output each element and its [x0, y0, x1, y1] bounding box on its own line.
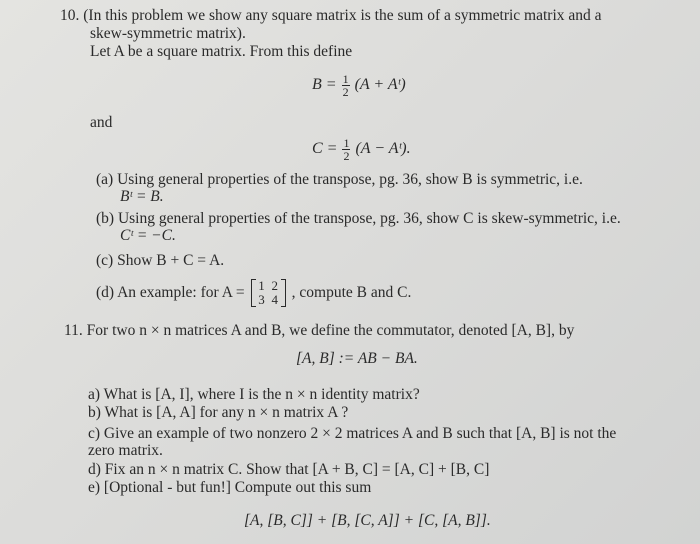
problem-11-part-c-line1: c) Give an example of two nonzero 2 × 2 matrices A and B such that [A, B] is not the — [88, 425, 617, 442]
example-matrix-A — [251, 279, 286, 307]
problem-10-part-b-line2: Cᵗ = −C. — [120, 227, 176, 244]
and-word: and — [90, 114, 113, 131]
equation-C-numerator: 1 — [343, 135, 350, 150]
equation-B-denominator: 2 — [342, 84, 349, 99]
problem-11-part-b: b) What is [A, A] for any n × n matrix A ? — [88, 404, 349, 421]
equation-B-numerator: 1 — [342, 71, 349, 86]
problem-10-part-d — [96, 276, 411, 310]
equation-C-denominator: 2 — [343, 148, 350, 163]
problem-10-intro-text: (In this problem we show any square matrix is the sum of a symmetric matrix and a — [83, 7, 602, 24]
equation-C-rhs: (A − Aᵗ). — [355, 140, 411, 157]
problem-11-part-e: e) [Optional - but fun!] Compute out this sum — [88, 479, 372, 496]
problem-10-part-d-suffix: , compute B and C. — [291, 284, 412, 301]
problem-11-part-a: a) What is [A, I], where I is the n × n identity matrix? — [88, 386, 420, 403]
problem-10-part-d-prefix: (d) An example: for A = — [96, 284, 245, 301]
matrix-cell-1-2: 2 — [271, 278, 279, 294]
problem-11-part-d: d) Fix an n × n matrix C. Show that [A + B, C] = [A, C] + [B, C] — [88, 461, 490, 478]
matrix-cell-1-1: 1 — [258, 278, 265, 294]
equation-B-fraction — [342, 73, 350, 98]
problem-10-part-a-line2: Bᵗ = B. — [120, 188, 164, 205]
equation-B-lhs: B = — [312, 76, 337, 93]
problem-11-part-c-line2: zero matrix. — [88, 442, 163, 459]
problem-10-define-line: Let A be a square matrix. From this define — [90, 43, 353, 60]
equation-B-rhs: (A + Aᵗ) — [354, 76, 406, 93]
equation-C-fraction — [342, 137, 350, 162]
equation-C-lhs: C = — [312, 140, 338, 157]
commutator-definition: [A, B] := AB − BA. — [296, 350, 418, 367]
jacobi-identity-expression: [A, [B, C]] + [B, [C, A]] + [C, [A, B]]. — [244, 512, 491, 529]
matrix-row-1 — [257, 279, 280, 293]
problem-10-part-c: (c) Show B + C = A. — [96, 252, 225, 269]
problem-10-number: 10. — [60, 7, 80, 24]
matrix-cell-2-1: 3 — [258, 292, 265, 308]
matrix-row-2 — [257, 293, 280, 307]
problem-10-intro-line1 — [60, 7, 602, 25]
problem-11-intro: 11. For two n × n matrices A and B, we define the commutator, denoted [A, B], by — [64, 322, 575, 339]
equation-B — [312, 70, 406, 100]
problem-10-part-a-line1: (a) Using general properties of the transpose, pg. 36, show B is symmetric, i.e. — [96, 171, 583, 188]
equation-C — [312, 134, 411, 164]
matrix-cell-2-2: 4 — [271, 292, 279, 308]
problem-10-intro-line2: skew-symmetric matrix). — [90, 25, 246, 42]
problem-10-part-b-line1: (b) Using general properties of the transpose, pg. 36, show C is skew-symmetric, i.e. — [96, 210, 621, 227]
